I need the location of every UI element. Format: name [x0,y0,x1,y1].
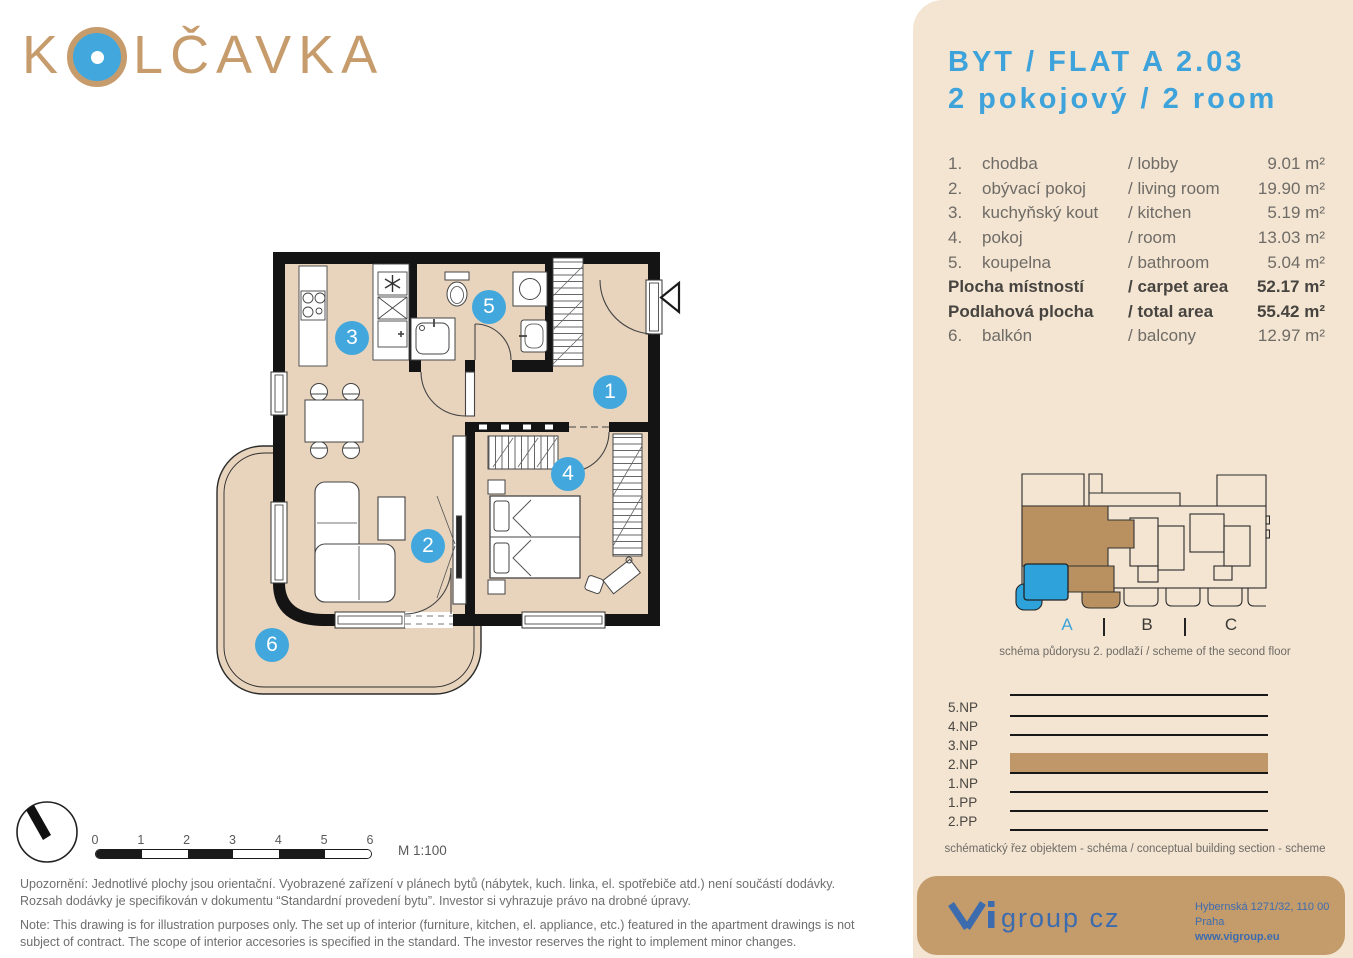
table-row: 6. balkón / balcony 12.97 m² [948,326,1325,346]
brand-prefix: K [22,25,66,85]
address-line: Hybernská 1271/32, 110 00 Praha [1195,901,1330,928]
nightstand [488,480,505,494]
floor-row: 1.NP [948,774,1268,793]
website-link[interactable]: www.vigroup.eu [1195,931,1280,943]
section-label-a: A [1061,615,1073,634]
scale-tick: 1 [137,833,145,847]
building-section-caption: schématický řez objektem - schéma / conceptual building section - scheme [944,843,1326,855]
section-label-c: C [1224,615,1238,634]
scheme-caption: schéma půdorysu 2. podlaží / scheme of the second floor [999,646,1291,658]
floor-row: 2.PP [948,812,1268,831]
table-row: 5. koupelna / bathroom 5.04 m² [948,252,1325,272]
table-row: 3. kuchyňský kout / kitchen 5.19 m² [948,203,1325,223]
brand-suffix: LČAVKA [133,25,385,85]
table-row: 2. obývací pokoj / living room 19.90 m² [948,178,1325,198]
pillow [494,543,509,573]
toilet-tank [445,272,469,280]
note-cz-line1: Upozornění: Jednotlivé plochy jsou orientační. Vyobrazené zařízení v plánech bytů (nábytek, kuch. linka, el. spotřebiče atd.) není součástí dodávky. [20,877,836,891]
room-badge-4: 4 [551,457,585,491]
flat-title-line2: 2 pokojový / 2 room [948,83,1278,115]
scale-tick: 3 [229,833,236,847]
footer-address [1195,900,1345,945]
lobby-wardrobe [553,258,583,366]
section-separator [1184,618,1186,636]
floor-row: 4.NP [948,717,1268,736]
building-section-diagram [948,698,1268,831]
nightstand [488,580,505,594]
brand-logo [22,20,384,90]
room-badge-5: 5 [472,290,506,324]
pillow [494,501,509,531]
scale-bar-segments [95,849,372,859]
scale-label: M 1:100 [398,843,447,858]
floor-row: 5.NP [948,698,1268,717]
note-en-line2: subject of contract. The scope of interior accesories is specified in the standard. The investor reserves the right to implement minor changes. [20,934,797,949]
flat-highlight [1024,564,1068,600]
vigroup-logo-icon [945,898,1185,934]
brand-o-dot [91,51,104,64]
section-label-b: B [1141,615,1153,634]
scale-tick: 6 [366,833,374,847]
flat-title [948,44,1338,118]
footer [917,876,1345,955]
room-badge-1: 1 [593,375,627,409]
scale-tick: 0 [91,833,99,847]
floor-row: 3.NP [948,736,1268,755]
coffee-table [378,497,405,540]
toilet-bowl [447,282,467,306]
entrance-marker-icon [661,283,679,312]
bedroom-wardrobe-right [613,434,642,556]
room-badge-3: 3 [335,321,369,355]
room-badge-2: 2 [411,529,445,563]
table-row-total: Plocha místností / carpet area 52.17 m² [948,277,1325,297]
note-en-line1: Note: This drawing is for illustration purposes only. The set up of interior (furniture, kitchen, el. appliance, etc.) featured in the apartment drawings is not [20,918,855,932]
room-badge-6: 6 [255,628,289,662]
table-row: 4. pokoj / room 13.03 m² [948,228,1325,248]
table-row: 1. chodba / lobby 9.01 m² [948,154,1325,174]
table-row-total: Podlahová plocha / total area 55.42 m² [948,301,1325,321]
north-compass-icon [14,799,80,865]
building-scheme [1012,470,1270,612]
notes [20,876,905,950]
tv [457,516,462,578]
section-separator [1103,618,1105,636]
vigroup-logo-text: group cz [1001,903,1121,933]
scale-tick: 4 [274,833,282,847]
scale-tick: 2 [183,833,191,847]
bedroom-wardrobe-top [488,436,558,469]
washing-machine [513,272,547,306]
scale-tick: 5 [320,833,328,847]
scale-bar [91,833,385,859]
flat-title-line1: BYT / FLAT A 2.03 [948,46,1245,78]
room-table [948,152,1325,349]
note-cz-line2: Rozsah dodávky je specifikován v dokumentu “Standardní provedení bytu”. Investor si vyhrazuje právo na drobné úpravy. [20,893,691,908]
floor-row: 1.PP [948,793,1268,812]
brand-o-icon [67,27,127,87]
floor-row-highlighted: 2.NP [948,755,1268,774]
